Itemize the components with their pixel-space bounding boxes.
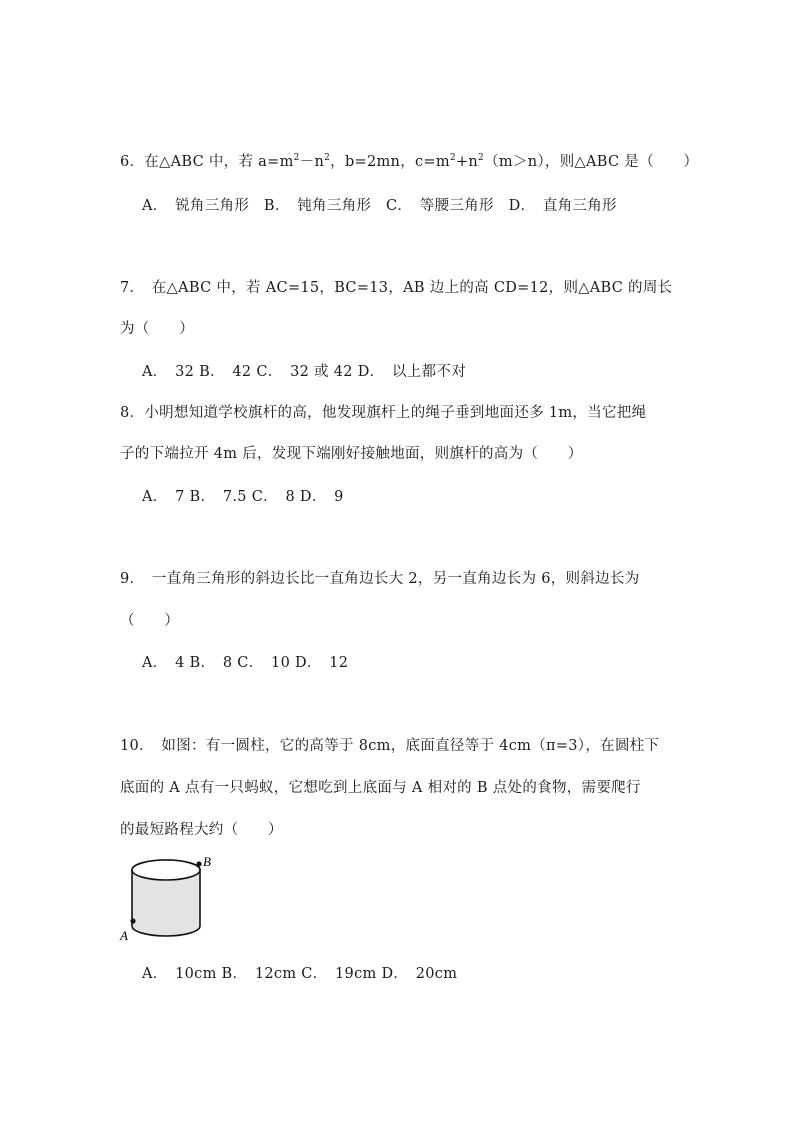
label-b: B — [203, 854, 211, 869]
cylinder-figure — [110, 848, 220, 946]
q7-stem-line-1: 7． 在△ABC 中，若 AC=15，BC=13，AB 边上的高 CD=12，则△ABC 的周长 — [120, 280, 673, 296]
q8-stem-line-1: 8．小明想知道学校旗杆的高，他发现旗杆上的绳子垂到地面还多 1m，当它把绳 — [120, 405, 647, 421]
q8-options: A． 7 B． 7.5 C． 8 D． 9 — [142, 489, 344, 505]
q10-stem-line-1: 10． 如图：有一圆柱，它的高等于 8cm，底面直径等于 4cm（π=3），在圆柱下 — [120, 738, 660, 754]
q7-options: A． 32 B． 42 C． 32 或 42 D． 以上都不对 — [142, 364, 466, 380]
point-a — [130, 918, 135, 923]
q6-stem: 6．在△ABC 中，若 $a=m^2-n^2$，b=2mn，$c=m^2+n^2(m>n)$，则△ABC 是（ ） — [120, 153, 699, 170]
q8-stem-line-2: 子的下端拉开 4m 后，发现下端刚好接触地面，则旗杆的高为（ ） — [120, 446, 583, 462]
q7-stem-line-2: 为（ ） — [120, 321, 194, 337]
q10-stem-line-2: 底面的 A 点有一只蚂蚁，它想吃到上底面与 A 相对的 B 点处的食物，需要爬行 — [120, 780, 641, 796]
q9-stem-line-2: （ ） — [120, 613, 180, 629]
q6-options: A． 锐角三角形 B． 钝角三角形 C． 等腰三角形 D． 直角三角形 — [142, 198, 617, 214]
cylinder-top-face — [132, 860, 200, 880]
q9-options: A． 4 B． 8 C． 10 D． 12 — [142, 655, 349, 671]
q10-options: A． 10cm B． 12cm C． 19cm D． 20cm — [142, 966, 458, 982]
q10-stem-line-3: 的最短路程大约（ ） — [120, 822, 283, 838]
q9-stem-line-1: 9． 一直角三角形的斜边长比一直角边长大 2，另一直角边长为 6，则斜边长为 — [120, 571, 640, 587]
label-a: A — [120, 928, 128, 943]
point-b — [196, 861, 201, 866]
